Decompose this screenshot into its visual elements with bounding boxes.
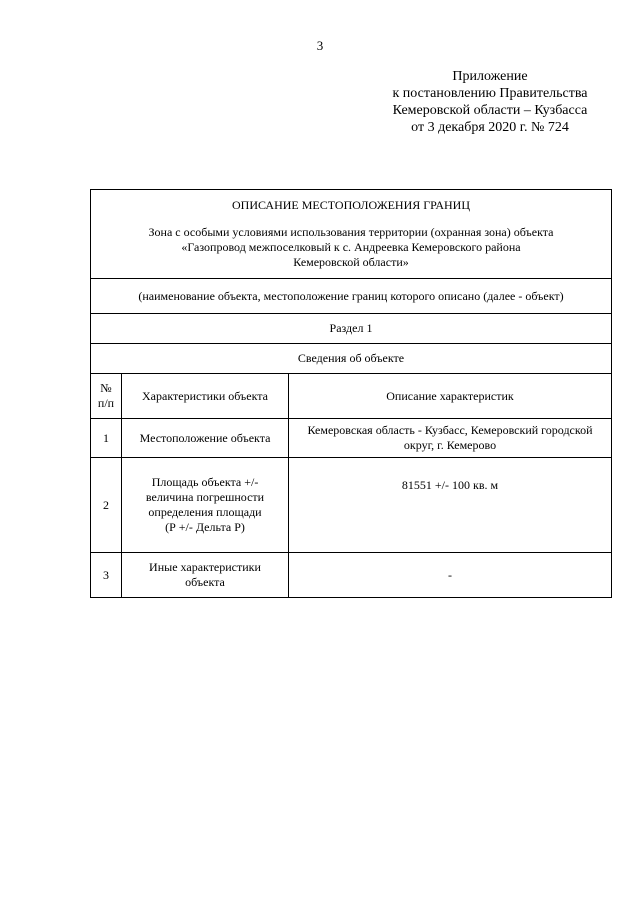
row-description-line: Кемеровская область - Кузбасс, Кемеровский городской (307, 423, 593, 437)
row-num: 1 (91, 419, 122, 458)
row-num: 2 (91, 458, 122, 553)
header-characteristics: Характеристики объекта (122, 374, 289, 419)
zone-line: Кемеровской области» (293, 255, 409, 269)
object-note: (наименование объекта, местоположение границ которого описано (далее - объект) (91, 279, 612, 314)
header-num-line: № (100, 381, 112, 395)
row-description-line: 81551 +/- 100 кв. м (401, 478, 499, 492)
row-description (289, 458, 612, 553)
row-characteristic-line: Местоположение объекта (139, 430, 271, 445)
header-num (91, 374, 122, 419)
header-num-line: п/п (97, 396, 115, 410)
appendix-block (370, 68, 610, 136)
info-title: Сведения об объекте (91, 344, 612, 374)
info-row (91, 344, 612, 374)
section-title: Раздел 1 (91, 314, 612, 344)
zone-line: «Газопровод межпоселковый к с. Андреевка Кемеровского района (181, 240, 521, 254)
table-row (91, 553, 612, 598)
header-description: Описание характеристик (289, 374, 612, 419)
row-description-line: округ, г. Кемерово (403, 438, 497, 452)
row-description (289, 553, 612, 598)
row-characteristic-line: определения площади (148, 505, 262, 519)
appendix-line: от 3 декабря 2020 г. № 724 (411, 120, 569, 135)
document-heading: ОПИСАНИЕ МЕСТОПОЛОЖЕНИЯ ГРАНИЦ (232, 198, 470, 212)
table-title-cell (91, 190, 612, 279)
row-characteristic-line: объекта (185, 575, 225, 589)
appendix-line: Кемеровской области – Кузбасса (392, 103, 588, 118)
page-number: 3 (316, 38, 324, 53)
appendix-line: к постановлению Правительства (392, 86, 588, 101)
table-header-row (91, 374, 612, 419)
row-characteristic-line: величина погрешности (145, 490, 265, 504)
row-characteristic-line: Иные характеристики (149, 560, 261, 574)
row-characteristic-line: (Р +/- Дельта Р) (165, 520, 245, 534)
table-row (91, 458, 612, 553)
table-row (91, 419, 612, 458)
row-num: 3 (91, 553, 122, 598)
section-row (91, 314, 612, 344)
zone-line: Зона с особыми условиями использования территории (охранная зона) объекта (148, 225, 554, 239)
appendix-line: Приложение (452, 69, 528, 84)
row-characteristic (122, 553, 289, 598)
row-description-line: - (448, 567, 452, 582)
row-characteristic (122, 458, 289, 553)
row-characteristic-line: Площадь объекта +/- (151, 475, 259, 489)
row-description (289, 419, 612, 458)
boundary-description-table (90, 189, 612, 598)
table-title-row (91, 190, 612, 279)
row-characteristic (122, 419, 289, 458)
object-note-row (91, 279, 612, 314)
